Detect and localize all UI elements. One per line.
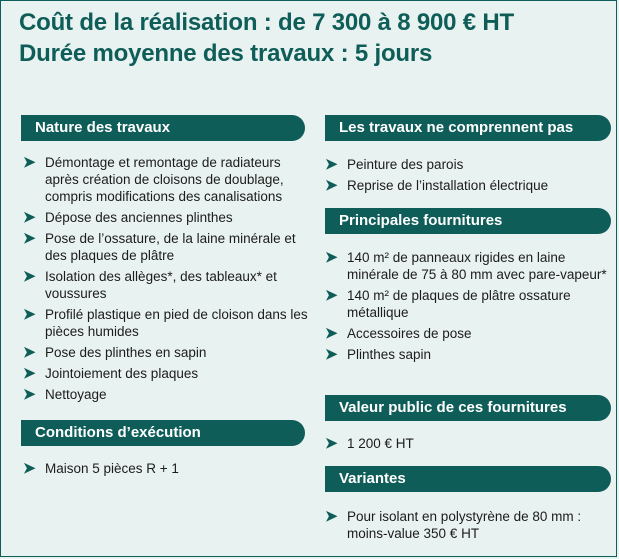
list-item: ➤ Maison 5 pièces R + 1	[23, 460, 179, 477]
conditions-list	[23, 460, 308, 481]
list-item: ➤ Peinture des parois	[325, 156, 464, 173]
list-item: ➤ Dépose des anciennes plinthes	[23, 209, 233, 226]
variants-section-header: Variantes	[325, 466, 611, 492]
chevron-right-icon: ➤	[325, 325, 338, 342]
list-item: ➤ Jointoiement des plaques	[23, 365, 199, 382]
list-item: ➤ Pour isolant en polystyrène de 80 mm : moins-value 350 € HT	[325, 508, 582, 541]
list-item: ➤ Isolation des allèges*, des tableaux* et voussures	[23, 268, 277, 301]
chevron-right-icon: ➤	[325, 346, 338, 363]
variants-list	[325, 508, 610, 546]
chevron-right-icon: ➤	[325, 177, 338, 194]
nature-section-header: Nature des travaux	[21, 115, 305, 141]
list-item: ➤ Pose des plinthes en sapin	[23, 344, 207, 361]
list-item: ➤ 140 m² de panneaux rigides en laine minérale de 75 à 80 mm avec pare-vapeur*	[325, 249, 607, 282]
public-value-list	[325, 435, 610, 456]
list-item: ➤ Accessoires de pose	[325, 325, 472, 342]
chevron-right-icon: ➤	[325, 156, 338, 173]
excluded-section-header: Les travaux ne comprennent pas	[325, 115, 611, 141]
cost-title: Coût de la réalisation : de 7 300 à 8 900 € HT	[19, 9, 514, 36]
chevron-right-icon: ➤	[23, 268, 36, 285]
list-item: ➤ Nettoyage	[23, 386, 107, 403]
excluded-list	[325, 156, 610, 198]
duration-title: Durée moyenne des travaux : 5 jours	[19, 40, 433, 67]
chevron-right-icon: ➤	[23, 344, 36, 361]
list-item: ➤ 1 200 € HT	[325, 435, 414, 452]
list-item: ➤ Reprise de l’installation électrique	[325, 177, 549, 194]
list-item: ➤ Profilé plastique en pied de cloison dans les pièces humides	[23, 306, 308, 339]
chevron-right-icon: ➤	[325, 287, 338, 304]
chevron-right-icon: ➤	[23, 306, 36, 323]
list-item: ➤ Pose de l’ossature, de la laine minérale et des plaques de plâtre	[23, 230, 296, 263]
chevron-right-icon: ➤	[325, 435, 338, 452]
chevron-right-icon: ➤	[23, 365, 36, 382]
list-item: ➤ Démontage et remontage de radiateurs après création de cloisons de doublage, compris modifications des canalisations	[23, 154, 284, 204]
nature-list	[23, 154, 308, 407]
chevron-right-icon: ➤	[23, 230, 36, 247]
chevron-right-icon: ➤	[325, 508, 338, 525]
public-value-section-header: Valeur public de ces fournitures	[325, 395, 611, 421]
chevron-right-icon: ➤	[23, 154, 36, 171]
conditions-section-header: Conditions d’exécution	[21, 420, 305, 446]
list-item: ➤ 140 m² de plaques de plâtre ossature métallique	[325, 287, 571, 320]
supplies-section-header: Principales fournitures	[325, 208, 611, 234]
chevron-right-icon: ➤	[325, 249, 338, 266]
list-item: ➤ Plinthes sapin	[325, 346, 432, 363]
chevron-right-icon: ➤	[23, 209, 36, 226]
chevron-right-icon: ➤	[23, 460, 36, 477]
supplies-list	[325, 249, 610, 367]
chevron-right-icon: ➤	[23, 386, 36, 403]
